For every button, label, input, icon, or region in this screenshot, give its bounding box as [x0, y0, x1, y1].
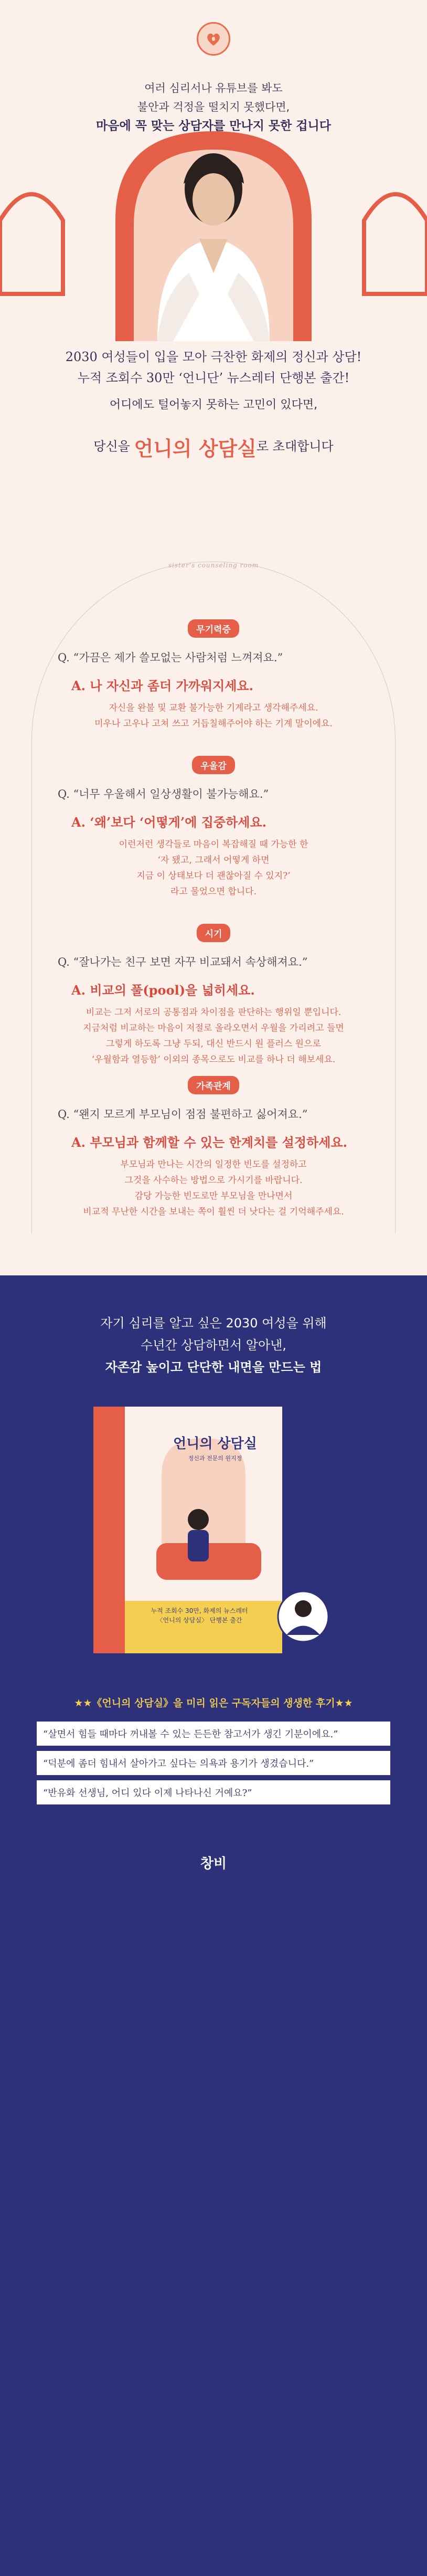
- qa-tag: 시기: [197, 924, 231, 942]
- intro-cta-post: 로 초대합니다: [256, 439, 334, 454]
- qa-desc-line: 부모님과 만나는 시간의 일정한 빈도를 설정하고: [120, 1159, 307, 1170]
- qa-desc-line: 비교적 무난한 시간을 보내는 쪽이 훨씬 더 낫다는 걸 기억해주세요.: [83, 1207, 344, 1217]
- book-cover-blurb: [131, 1606, 268, 1625]
- review-item: “반유화 선생님, 어디 있다 이제 나타나신 거예요?”: [37, 1780, 390, 1804]
- qa-question: Q. “잘나가는 친구 보면 자꾸 비교돼서 속상해져요.”: [58, 956, 308, 968]
- reviews-title: ★★《언니의 상담실》을 미리 읽은 구독자들의 생생한 후기★★: [74, 1697, 353, 1709]
- qa-tag: 무기력증: [188, 619, 239, 638]
- book-cover-title: 언니의 상담실: [173, 1436, 257, 1452]
- qa-question: Q. “너무 우울해서 일상생활이 불가능해요.”: [58, 788, 269, 800]
- qa-description: [31, 1157, 396, 1220]
- review-item: “덕분에 좀더 힘내서 살아가고 싶다는 의욕과 용기가 생겼습니다.”: [37, 1751, 390, 1775]
- review-item: “살면서 힘들 때마다 꺼내볼 수 있는 든든한 참고서가 생긴 기분이에요.”: [37, 1722, 390, 1746]
- hero-section: [0, 0, 427, 341]
- book-cover-author: 정신과 전문의 원지정: [188, 1455, 242, 1462]
- qa-answer: A. 나 자신과 좀더 가까워지세요.: [71, 678, 253, 693]
- qa-answer: A. 비교의 풀(pool)을 넓히세요.: [71, 983, 255, 998]
- book-section: [0, 1275, 427, 2576]
- qa-answer: A. ‘왜’보다 ‘어떻게’에 집중하세요.: [71, 815, 267, 830]
- intro-section: [0, 346, 427, 461]
- qa-description: [31, 1005, 396, 1068]
- qa-item-family: [31, 1076, 396, 1220]
- qa-desc-line: 감당 가능한 빈도로만 부모님을 만나면서: [134, 1191, 293, 1201]
- qa-desc-line: ‘우월함과 열등함’ 이외의 종목으로도 비교를 하나 더 해보세요.: [91, 1054, 336, 1065]
- qa-desc-line: 지금처럼 비교하는 마음이 저절로 올라오면서 우월을 가리려고 들면: [83, 1023, 344, 1033]
- intro-line-3: 어디에도 털어놓지 못하는 고민이 있다면,: [109, 398, 318, 411]
- qa-desc-line: 지금 이 상태보다 더 괜찮아질 수 있지?’: [136, 871, 291, 881]
- qa-question: Q. “가끔은 제가 쓸모없는 사람처럼 느껴져요.”: [58, 651, 283, 664]
- hero-line-3: 마음에 꼭 맞는 상담자를 만나지 못한 겁니다: [96, 119, 331, 133]
- intro-cta-pre: 당신을: [93, 439, 134, 454]
- intro-line-1: 2030 여성들이 입을 모아 극찬한 화제의 정신과 상담!: [65, 350, 362, 364]
- qa-desc-line: ‘자 됐고, 그래서 어떻게 하면: [157, 855, 270, 865]
- book-cover-blurb-2: 〈언니의 상담실〉 단행본 출간: [156, 1617, 242, 1624]
- qa-section: [0, 546, 427, 1239]
- qa-desc-line: 그것을 사수하는 방법으로 가시기를 바랍니다.: [124, 1175, 303, 1186]
- hero-line-2: 불안과 걱정을 떨치지 못했다면,: [137, 101, 290, 113]
- book-line-1: 자기 심리를 알고 싶은 2030 여성을 위해: [100, 1316, 327, 1331]
- qa-desc-line: 자신을 완불 및 교환 불가능한 기계라고 생각해주세요.: [109, 703, 318, 713]
- qa-question: Q. “왠지 모르게 부모님이 점점 불편하고 싫어져요.”: [58, 1108, 308, 1121]
- qa-item-envy: [31, 924, 396, 1068]
- qa-desc-line: 라고 물었으면 합니다.: [170, 886, 257, 897]
- book-cover-blurb-1: 누적 조회수 30만, 화제의 뉴스레터: [151, 1607, 248, 1614]
- publisher-logo: 창비: [200, 1856, 227, 1872]
- qa-description: [31, 837, 396, 900]
- qa-answer: A. 부모님과 함께할 수 있는 한계치를 설정하세요.: [71, 1135, 347, 1150]
- qa-item-depression: [31, 756, 396, 900]
- qa-tag: 우울감: [192, 756, 234, 774]
- book-line-3: 자존감 높이고 단단한 내면을 만드는 법: [105, 1360, 322, 1375]
- heart-badge-icon: [197, 22, 230, 56]
- intro-cta: [0, 432, 427, 461]
- qa-desc-line: 그렇게 하도록 그냥 두되, 대신 반드시 원 플러스 원으로: [106, 1039, 321, 1049]
- book-line-2: 수년간 상담하면서 알아낸,: [141, 1338, 286, 1353]
- qa-item-lethargy: [31, 619, 396, 732]
- qa-desc-line: 미우나 고우나 고쳐 쓰고 거듭칠해주어야 하는 기계 말이에요.: [94, 719, 333, 729]
- qa-description: [31, 700, 396, 732]
- intro-cta-highlight: 언니의 상담실: [134, 437, 257, 460]
- book-headline: [0, 1312, 427, 1378]
- qa-tag: 가족관계: [188, 1076, 239, 1094]
- qa-desc-line: 비교는 그저 서로의 공통점과 차이점을 판단하는 행위일 뿐입니다.: [86, 1007, 341, 1018]
- hero-headline: [0, 79, 427, 135]
- hero-line-1: 여러 심리서나 유튜브를 봐도: [144, 82, 283, 94]
- qa-frame-label: sister's counseling room: [168, 562, 259, 569]
- qa-desc-line: 이런저런 생각들로 마음이 복잡해질 때 가능한 한: [119, 839, 308, 850]
- intro-line-2: 누적 조회수 30만 ‘언니단’ 뉴스레터 단행본 출간!: [77, 371, 350, 385]
